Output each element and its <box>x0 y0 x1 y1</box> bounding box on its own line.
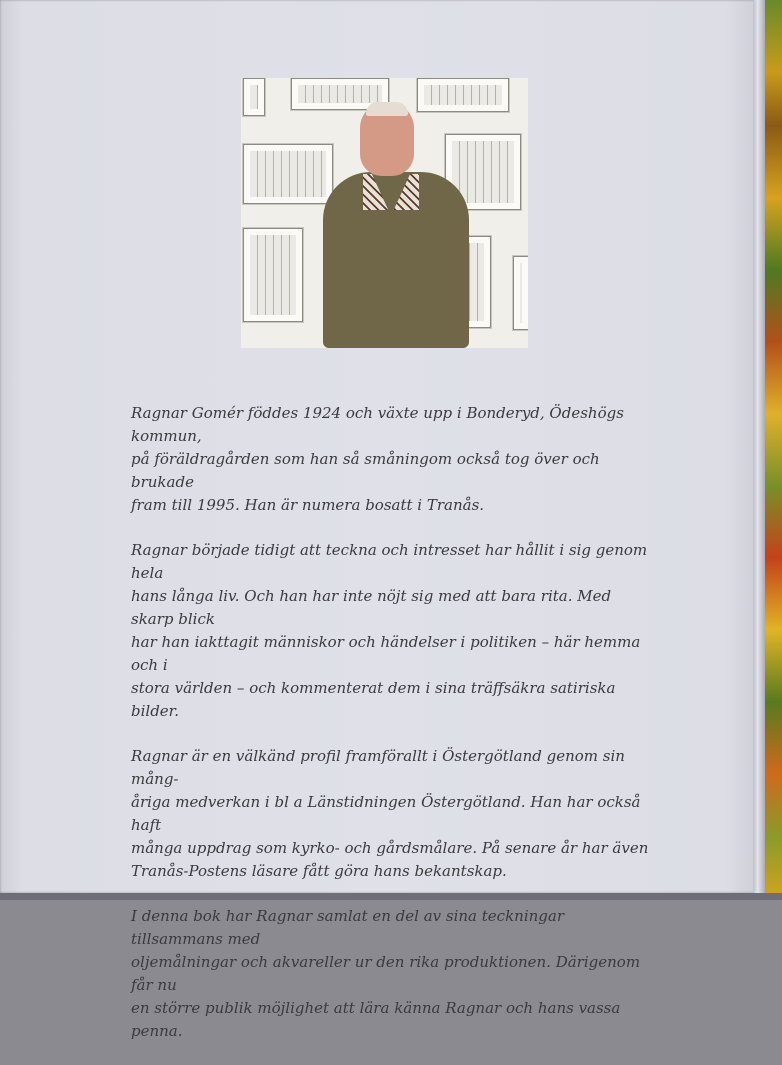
book-spine <box>765 0 782 900</box>
cover-edge <box>753 0 765 893</box>
author-photo <box>241 78 528 348</box>
cartoon-frame <box>243 144 333 204</box>
cartoon-frame <box>513 256 528 330</box>
person-vneck <box>371 172 411 216</box>
bio-paragraph-2: Ragnar började tidigt att teckna och intresset har hållit i sig genom hela hans långa liv. Och han har inte nöjt sig med att bara rita. Med skarp blick har han iakttagit människor och händelser i politiken – här hemma och i stora världen – och kommenterat dem i sina träffsäkra satiriska bilder. <box>131 541 648 720</box>
cartoon-frame <box>243 78 265 116</box>
bio-paragraph-3: Ragnar är en välkänd profil framförallt i Östergötland genom sin mång- åriga medverkan i bl a Länstidningen Östergötland. Han har också haft många uppdrag som kyrko- och gårdsmålare. På senare år har även Tranås-Postens läsare fått göra hans bekantskap. <box>131 747 649 880</box>
bio-paragraph-1: Ragnar Gomér föddes 1924 och växte upp i Bonderyd, Ödeshögs kommun, på föräldragården som han så småningom också tog över och brukade fram till 1995. Han är numera bosatt i Tranås. <box>131 404 624 514</box>
cartoon-frame <box>243 228 303 322</box>
bio-paragraph-4: I denna bok har Ragnar samlat en del av sina teckningar tillsammans med oljemålningar och akvareller ur den rika produktionen. Därigenom får nu en större publik möjlighet att lära känna Ragnar och hans vassa penna. <box>131 907 641 1040</box>
person-head <box>360 102 414 176</box>
author-biography <box>131 402 651 1065</box>
cartoon-frame <box>417 78 509 112</box>
